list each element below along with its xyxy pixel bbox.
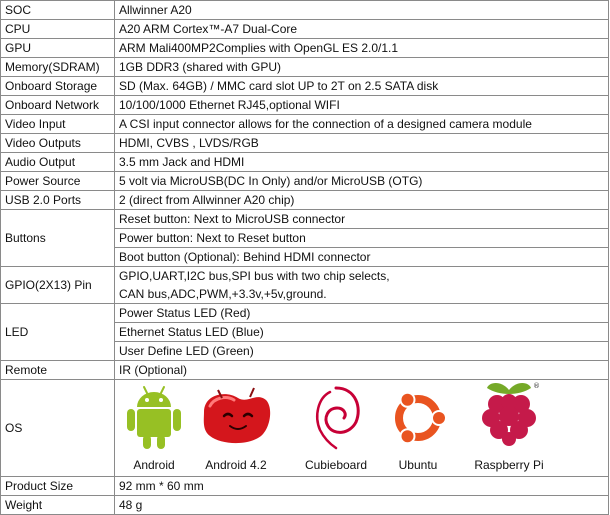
gpio-line: GPIO,UART,I2C bus,SPI bus with two chip selects, (115, 267, 609, 286)
remote-value: IR (Optional) (115, 361, 609, 380)
spec-label-remote: Remote (1, 361, 115, 380)
table-row (1, 115, 609, 134)
android-robot-icon (125, 382, 183, 452)
buttons-line: Reset button: Next to MicroUSB connector (115, 210, 609, 229)
spec-label-led: LED (1, 304, 115, 361)
spec-value: 5 volt via MicroUSB(DC In Only) and/or MicroUSB (OTG) (115, 172, 609, 191)
table-row (1, 267, 609, 286)
table-row (1, 380, 609, 477)
table-row (1, 304, 609, 323)
os-item-raspberry-pi (461, 380, 557, 472)
spec-label: Memory(SDRAM) (1, 58, 115, 77)
raspberry-pi-icon (477, 380, 541, 449)
spec-value: 10/100/1000 Ethernet RJ45,optional WIFI (115, 96, 609, 115)
svg-text:®: ® (533, 382, 540, 390)
spec-value: A CSI input connector allows for the connection of a designed camera module (115, 115, 609, 134)
spec-value: 2 (direct from Allwinner A20 chip) (115, 191, 609, 210)
table-row (1, 496, 609, 515)
table-row (1, 172, 609, 191)
spec-label: Power Source (1, 172, 115, 191)
spec-label-weight: Weight (1, 496, 115, 515)
os-name: Android 4.2 (205, 458, 267, 472)
ubuntu-logo-icon (385, 382, 451, 452)
led-line: Power Status LED (Red) (115, 304, 609, 323)
spec-value: Allwinner A20 (115, 1, 609, 20)
gpio-line: CAN bus,ADC,PWM,+3.3v,+5v,ground. (115, 285, 609, 304)
table-row (1, 1, 609, 20)
table-row (1, 134, 609, 153)
weight-value: 48 g (115, 496, 609, 515)
table-row (1, 96, 609, 115)
buttons-line: Power button: Next to Reset button (115, 229, 609, 248)
spec-label: Onboard Storage (1, 77, 115, 96)
buttons-line: Boot button (Optional): Behind HDMI connector (115, 248, 609, 267)
spec-label: Onboard Network (1, 96, 115, 115)
spec-label-gpio: GPIO(2X13) Pin (1, 267, 115, 304)
table-row (1, 58, 609, 77)
table-row (1, 191, 609, 210)
spec-value: ARM Mali400MP2Complies with OpenGL ES 2.0/1.1 (115, 39, 609, 58)
spec-label: Audio Output (1, 153, 115, 172)
os-logos (115, 380, 608, 476)
table-row (1, 477, 609, 496)
spec-label: Video Input (1, 115, 115, 134)
spec-value: 1GB DDR3 (shared with GPU) (115, 58, 609, 77)
led-line: Ethernet Status LED (Blue) (115, 323, 609, 342)
spec-label-product-size: Product Size (1, 477, 115, 496)
table-row (1, 20, 609, 39)
os-name: Android (133, 458, 175, 472)
table-row (1, 39, 609, 58)
spec-label: CPU (1, 20, 115, 39)
spec-label: SOC (1, 1, 115, 20)
spec-label: USB 2.0 Ports (1, 191, 115, 210)
spec-label-buttons: Buttons (1, 210, 115, 267)
table-row (1, 210, 609, 229)
os-logos-cell (115, 380, 609, 477)
spec-value: SD (Max. 64GB) / MMC card slot UP to 2T on 2.5 SATA disk (115, 77, 609, 96)
spec-label: GPU (1, 39, 115, 58)
table-row (1, 77, 609, 96)
jelly-bean-icon (196, 382, 276, 452)
os-name: Raspberry Pi (474, 458, 544, 472)
os-name: Cubieboard (304, 458, 368, 472)
spec-value: 3.5 mm Jack and HDMI (115, 153, 609, 172)
debian-swirl-icon (306, 382, 366, 452)
spec-label-os: OS (1, 380, 115, 477)
table-row (1, 361, 609, 380)
spec-value: A20 ARM Cortex™-A7 Dual-Core (115, 20, 609, 39)
os-item-ubuntu (370, 380, 466, 472)
os-item-android-4-2 (188, 380, 284, 472)
spec-label: Video Outputs (1, 134, 115, 153)
led-line: User Define LED (Green) (115, 342, 609, 361)
table-row (1, 153, 609, 172)
os-name: Ubuntu (398, 458, 438, 472)
product-size-value: 92 mm * 60 mm (115, 477, 609, 496)
spec-value: HDMI, CVBS , LVDS/RGB (115, 134, 609, 153)
